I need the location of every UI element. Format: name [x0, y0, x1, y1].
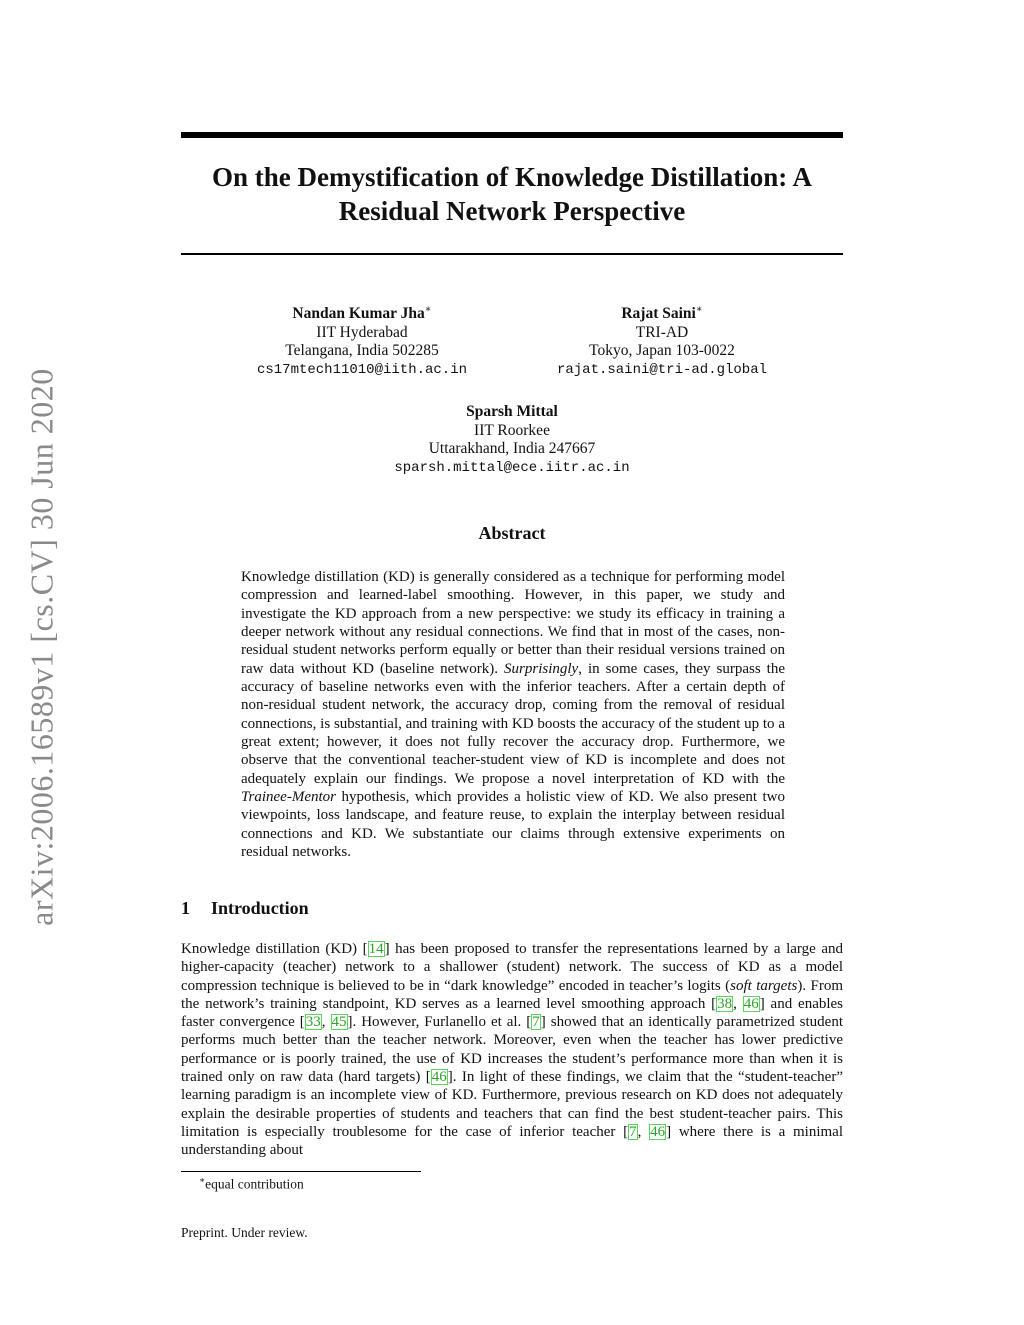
author-name: Nandan Kumar Jha∗ [292, 304, 432, 323]
author-name: Rajat Saini∗ [621, 304, 703, 323]
author-location: Tokyo, Japan 103-0022 [589, 342, 735, 360]
paper-title: On the Demystification of Knowledge Distillation: A Residual Network Perspective [212, 162, 812, 226]
author-email: rajat.saini@tri-ad.global [556, 361, 768, 378]
abstract-text: Knowledge distillation (KD) is generally considered as a technique for performing model compression and learned-label smoothing. However, in this paper, we study and investigate the KD approach from a new perspective: we study its efficacy in training a deeper network without any residual connections. We find that in most of the cases, non-residual student networks perform equally or better than their residual versions trained on raw data without KD (baseline network). Surprisingly, in some cases, they surpass the accuracy of baseline networks even with the inferior teachers. After a certain depth of non-residual student network, the accuracy drop, coming from the removal of residual connections, is substantial, and training with KD boosts the accuracy of the student up to a great extent; however, it does not fully recover the accuracy drop. Furthermore, we observe that the conventional teacher-student view of KD is incomplete and does not adequately explain our findings. We propose a novel interpretation of KD with the Trainee-Mentor hypothesis, which provides a holistic view of KD. We also present two viewpoints, loss landscape, and feature reuse, to explain the interplay between residual connections and KD. We substantiate our claims through extensive experiments on residual networks. [241, 569, 785, 861]
author-email: cs17mtech11010@iith.ac.in [256, 361, 468, 378]
title-top-rule [181, 132, 843, 138]
author-location: Telangana, India 502285 [285, 342, 439, 360]
citation-link[interactable]: 45 [331, 1014, 347, 1031]
section-heading-introduction: 1 Introduction [181, 898, 309, 918]
author-block-1 [202, 301, 522, 379]
author-email: sparsh.mittal@ece.iitr.ac.in [394, 459, 630, 476]
citation-link[interactable]: 46 [650, 1123, 666, 1140]
citation-link[interactable]: 46 [743, 995, 759, 1012]
citation-link[interactable]: 46 [431, 1069, 447, 1086]
abstract-heading: Abstract [478, 523, 546, 543]
footnote-rule [181, 1171, 421, 1172]
citation-link[interactable]: 14 [368, 941, 384, 957]
author-block-2 [502, 301, 822, 379]
author-location: Uttarakhand, India 247667 [428, 440, 596, 457]
citation-link[interactable]: 33 [305, 1014, 321, 1031]
author-affiliation: TRI-AD [635, 323, 689, 341]
arxiv-identifier: arXiv:2006.16589v1 [cs.CV] 30 Jun 2020 [23, 368, 60, 926]
author-name: Sparsh Mittal [466, 403, 558, 420]
author-block-3 [352, 403, 672, 477]
author-affiliation: IIT Hyderabad [316, 323, 408, 341]
author-affiliation: IIT Roorkee [474, 421, 550, 439]
citation-link[interactable]: 7 [532, 1014, 540, 1031]
preprint-footer: Preprint. Under review. [181, 1225, 308, 1240]
citation-link[interactable]: 7 [629, 1123, 637, 1140]
citation-link[interactable]: 38 [717, 995, 733, 1012]
introduction-paragraph: Knowledge distillation (KD) [14] has been proposed to transfer the representations learned by a large and higher-capacity (teacher) network to a shallower (student) network. The success of KD as a model compression technique is believed to be in “dark knowledge” encoded in teacher’s logits (soft targets). From the network’s training standpoint, KD serves as a learned level smoothing approach [38, 46] and enables faster convergence [33, 45]. However, Furlanello et al. [7] showed that an identically parametrized student performs much better than the teacher network. Moreover, even when the teacher has lower predictive performance or is poorly trained, the use of KD increases the student’s performance more than when it is trained only on raw data (hard targets) [46]. In light of these findings, we claim that the “student-teacher” learning paradigm is an incomplete view of KD. Furthermore, previous research on KD does not adequately explain the desirable properties of students and teachers that can find the best student-teacher pairs. This limitation is especially troublesome for the case of inferior teacher [7, 46] where there is a minimal understanding about [181, 941, 844, 1159]
footnote: ∗equal contribution [199, 1175, 304, 1192]
title-bottom-rule [181, 253, 843, 255]
